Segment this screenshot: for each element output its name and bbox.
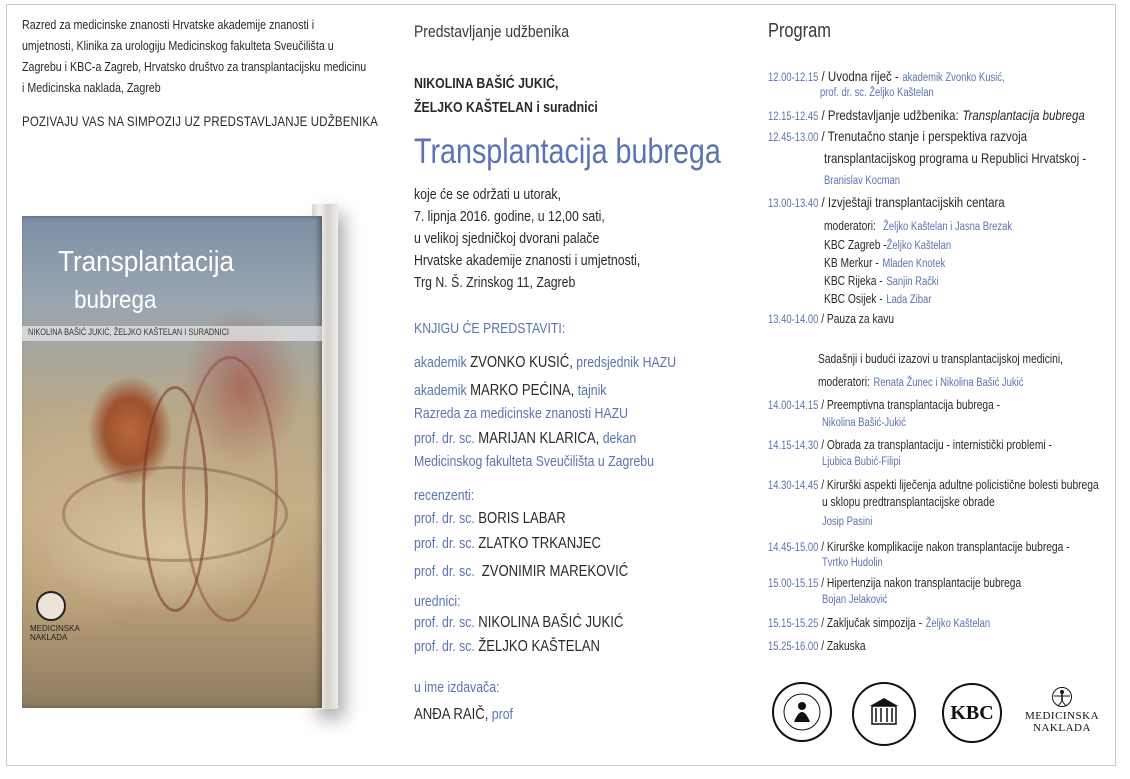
publisher-representative: ANĐA RAIČ, prof <box>414 706 513 723</box>
event-line: u velikoj sjedničkoj dvorani palače <box>414 230 600 247</box>
program-item: 15.25-16.00 / Zakuska <box>768 639 866 653</box>
session-moderators: moderatori: Renata Žunec i Nikolina Bašić Jukić <box>818 375 1024 389</box>
book-title: Transplantacija bubrega <box>414 132 721 171</box>
kbc-logo-icon: KBC <box>942 683 1002 743</box>
book-authors: NIKOLINA BAŠIĆ JUKIĆ, ŽELJKO KAŠTELAN I SURADNICI <box>28 327 229 337</box>
program-item: 15.00-15.15 / Hipertenzija nakon transplantacije bubrega <box>768 576 1022 590</box>
editor-row: prof. dr. sc. ŽELJKO KAŠTELAN <box>414 638 601 655</box>
program-item: 14.15-14.30 / Obrada za transplantaciju - internistički problemi - <box>768 438 1052 452</box>
center-row: KBC Zagreb -Željko Kaštelan <box>824 238 952 252</box>
reviewer-row: prof. dr. sc. BORIS LABAR <box>414 510 566 527</box>
book-title-line-2: bubrega <box>74 286 157 314</box>
program-item: 13.40-14.00 / Pauza za kavu <box>768 312 895 326</box>
book-publisher: MEDICINSKA NAKLADA <box>30 624 80 642</box>
event-line: Hrvatske akademije znanosti i umjetnosti, <box>414 252 641 269</box>
center-row: KBC Rijeka - Sanjin Rački <box>824 274 939 288</box>
vitruvian-man-icon <box>1051 686 1073 708</box>
program-speaker: Branislav Kocman <box>824 175 901 187</box>
book-title-line-1: Transplantacija <box>58 246 235 278</box>
session-title: Sadašnji i budući izazovi u transplantacijskoj medicini, <box>818 352 1063 366</box>
presenter-row: akademik ZVONKO KUSIĆ, predsjednik HAZU <box>414 354 677 371</box>
reviewer-row: prof. dr. sc. ZVONIMIR MAREKOVIĆ <box>414 563 629 580</box>
program-item: 13.00-13.40 / Izvještaji transplantacijskih centara <box>768 194 1005 210</box>
event-line: 7. lipnja 2016. godine, u 12,00 sati, <box>414 208 605 225</box>
program-item: 12.15-12.45 / Predstavljanje udžbenika: Transplantacija bubrega <box>768 107 1085 123</box>
presenters-heading: KNJIGU ĆE PREDSTAVITI: <box>414 320 566 337</box>
medicinska-naklada-logo: MEDICINSKA NAKLADA <box>1022 686 1102 734</box>
editor-row: prof. dr. sc. NIKOLINA BAŠIĆ JUKIĆ <box>414 614 624 631</box>
presenter-row: prof. dr. sc. MARIJAN KLARICA, dekan <box>414 430 637 447</box>
centers-moderators: moderatori: Željko Kaštelan i Jasna Brezak <box>824 219 1013 233</box>
presenter-row: akademik MARKO PEĆINA, tajnik <box>414 382 607 399</box>
organizers-line-2: umjetnosti, Klinika za urologiju Medicinskog fakulteta Sveučilišta u <box>22 38 334 53</box>
program-item: 14.30-14.45 / Kirurški aspekti liječenja adultne policistične bolesti bubrega <box>768 478 1099 492</box>
program-speaker: Bojan Jelaković <box>822 594 888 606</box>
program-speaker: Tvrtko Hudolin <box>822 557 883 569</box>
program-speaker: Ljubica Bubić-Filipi <box>822 456 901 468</box>
program-speaker: Nikolina Bašić-Jukić <box>822 417 906 429</box>
program-item: 12.00-12.15 / Uvodna riječ - akademik Zvonko Kusić, <box>768 68 1005 84</box>
program-item-cont: transplantacijskog programa u Republici Hrvatskoj - <box>824 150 1087 166</box>
organizers-line-4: i Medicinska naklada, Zagreb <box>22 80 161 95</box>
presenter-affiliation: Razreda za medicinske znanosti HAZU <box>414 405 628 422</box>
organizers-line-3: Zagrebu i KBC-a Zagreb, Hrvatsko društvo za transplantacijsku medicinu <box>22 59 367 74</box>
publisher-logo-icon <box>36 591 66 621</box>
program-item: 15.15-15.25 / Zaključak simpozija - Željko Kaštelan <box>768 616 991 630</box>
presenter-affiliation: Medicinskog fakulteta Sveučilišta u Zagrebu <box>414 453 654 470</box>
reviewer-row: prof. dr. sc. ZLATKO TRKANJEC <box>414 535 601 552</box>
program-speaker: Josip Pasini <box>822 516 873 528</box>
publisher-heading: u ime izdavača: <box>414 679 500 696</box>
medical-faculty-logo-icon <box>852 682 916 746</box>
center-row: KBC Osijek - Lada Zibar <box>824 292 932 306</box>
program-item: 12.45-13.00 / Trenutačno stanje i perspektiva razvoja <box>768 128 1028 144</box>
program-heading: Program <box>768 20 831 42</box>
author-line-1: NIKOLINA BAŠIĆ JUKIĆ, <box>414 75 559 92</box>
reviewers-heading: recenzenti: <box>414 487 475 504</box>
book-front <box>22 216 322 708</box>
author-line-2: ŽELJKO KAŠTELAN i suradnici <box>414 99 598 116</box>
organizers-line-1: Razred za medicinske znanosti Hrvatske akademije znanosti i <box>22 17 315 32</box>
program-item: 14.00-14.15 / Preemptivna transplantacija bubrega - <box>768 398 1001 412</box>
editors-heading: urednici: <box>414 593 461 610</box>
event-line: Trg N. Š. Zrinskog 11, Zagreb <box>414 274 576 291</box>
center-row: KB Merkur - Mladen Knotek <box>824 256 946 270</box>
middle-heading: Predstavljanje udžbenika <box>414 22 569 41</box>
program-item: 14.45-15.00 / Kirurške komplikacije nakon transplantacije bubrega - <box>768 540 1070 554</box>
book-cover-image <box>22 196 352 716</box>
hazu-logo-icon <box>772 682 832 742</box>
invitation-text: POZIVAJU VAS NA SIMPOZIJ UZ PREDSTAVLJANJE UDŽBENIKA <box>22 113 378 129</box>
program-speaker: prof. dr. sc. Željko Kaštelan <box>820 87 934 99</box>
program-item-cont: u sklopu predtransplantacijske obrade <box>822 495 995 509</box>
event-line: koje će se održati u utorak, <box>414 186 561 203</box>
